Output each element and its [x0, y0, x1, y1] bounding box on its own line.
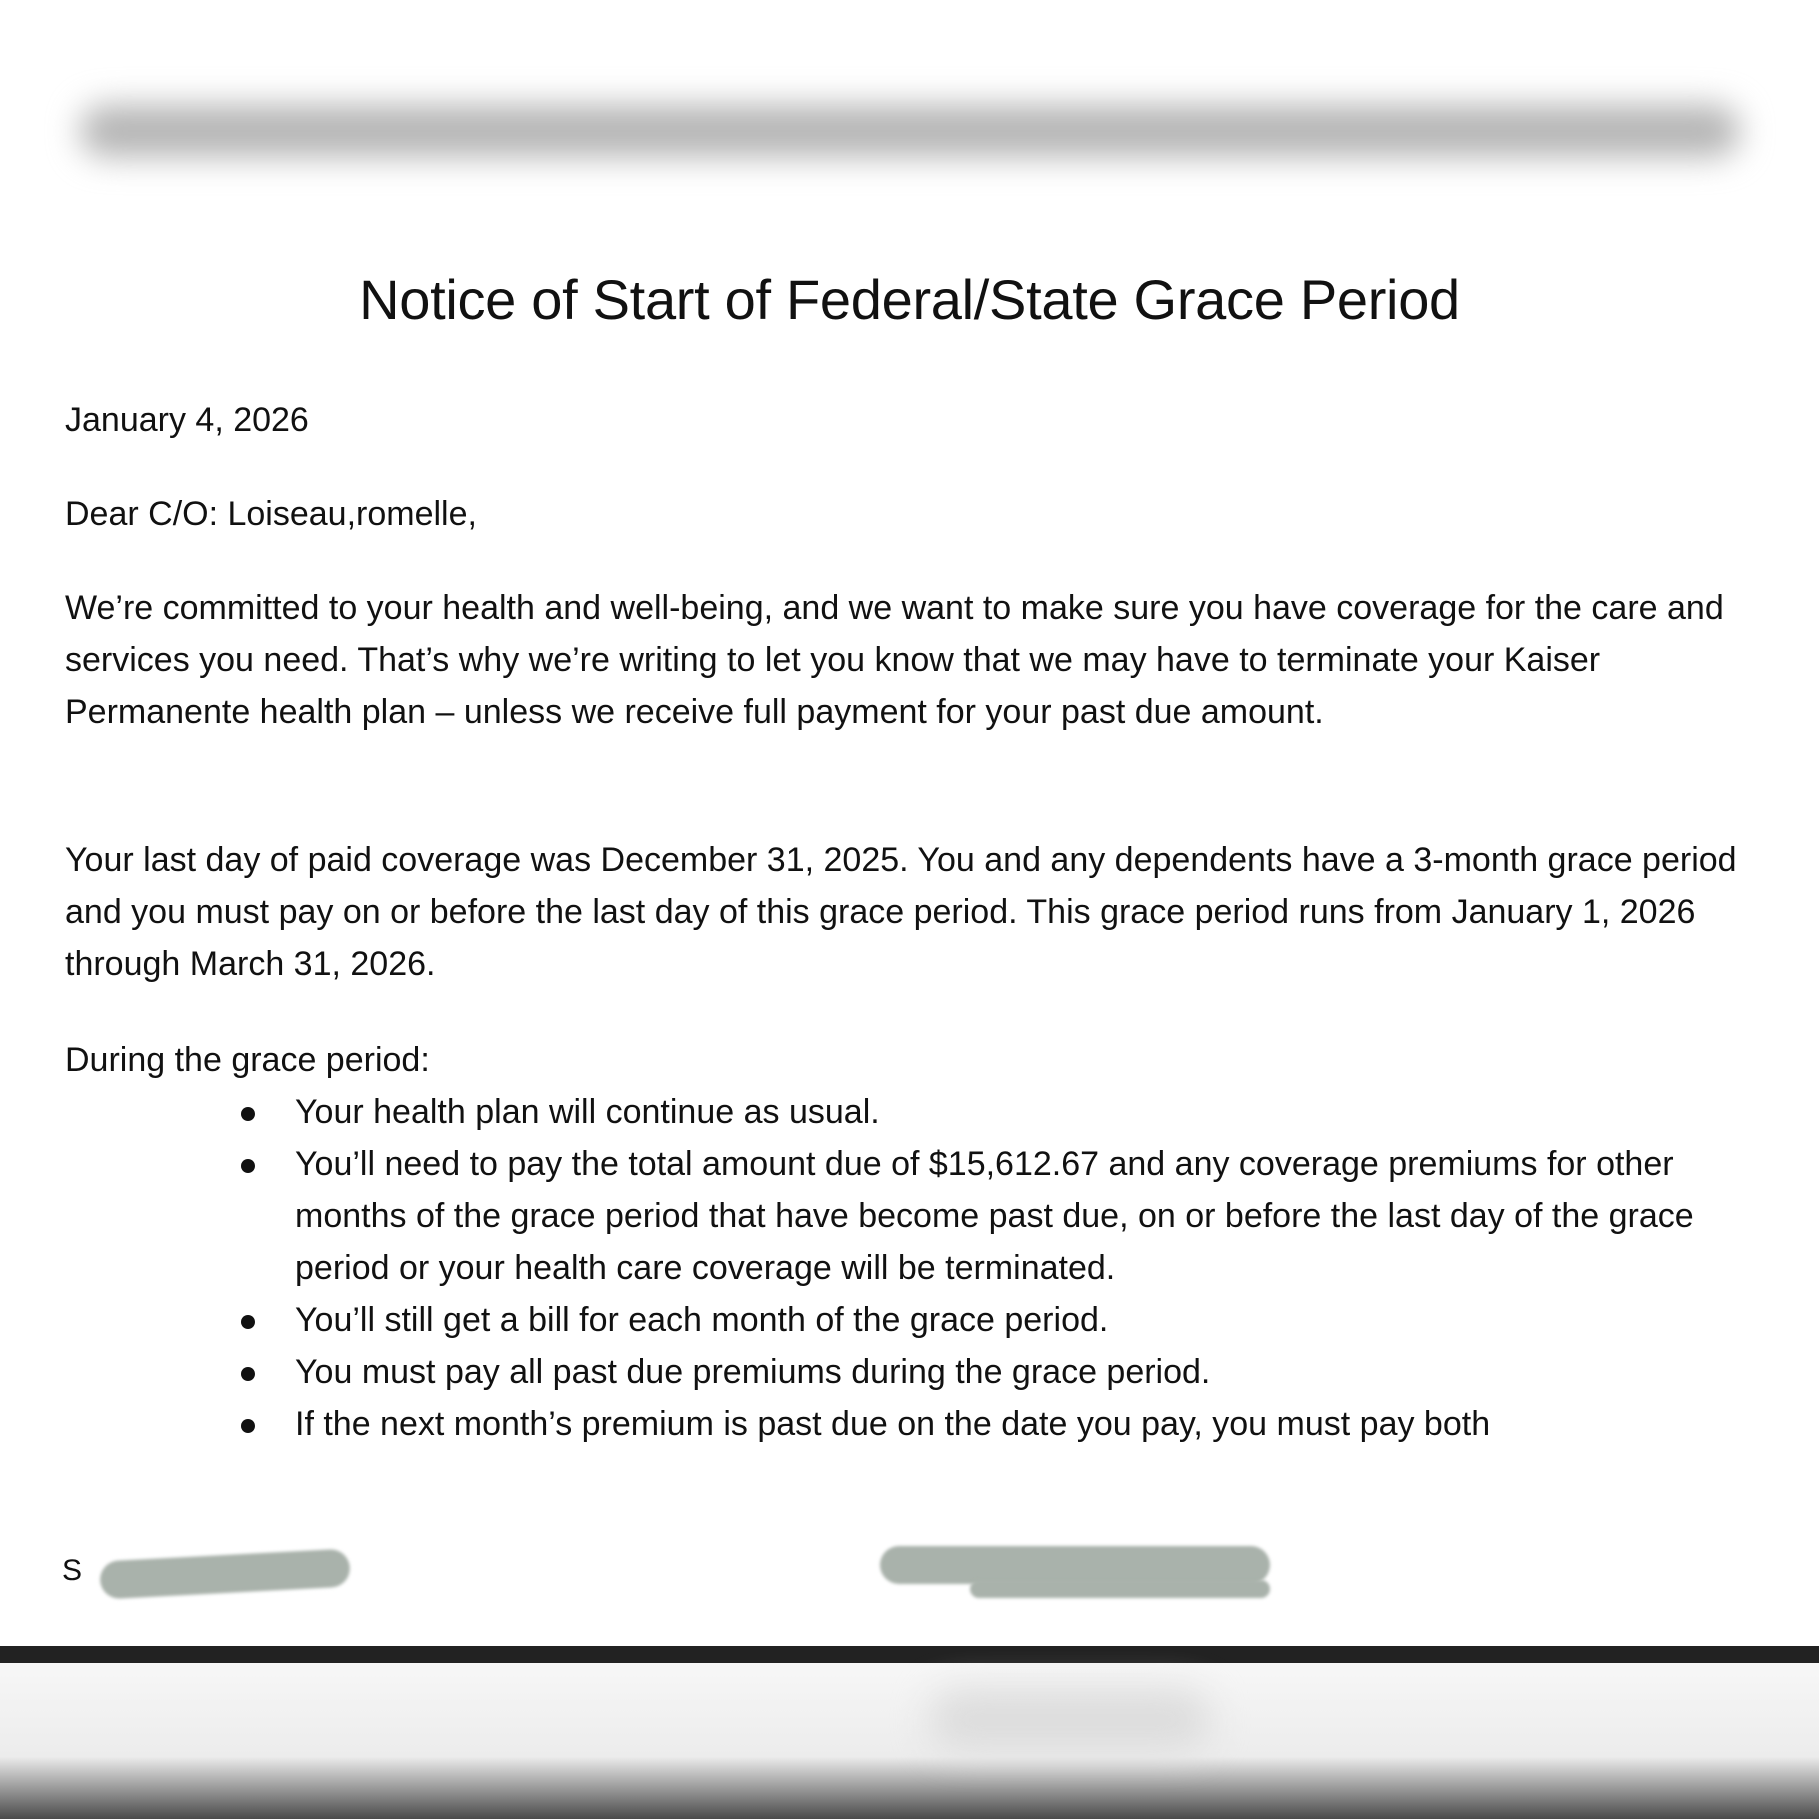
bullet-icon	[241, 1367, 255, 1381]
bullet-icon	[241, 1159, 255, 1173]
grace-period-list	[0, 1086, 1819, 1450]
list-item-text: You’ll still get a bill for each month of the grace period.	[295, 1301, 1109, 1339]
blurred-footer-shape	[930, 1690, 1210, 1750]
list-item	[0, 1346, 1745, 1398]
notice-title: Notice of Start of Federal/State Grace Period	[359, 268, 1460, 331]
coverage-paragraph: Your last day of paid coverage was December 31, 2025. You and any dependents have a 3-month grace period and you must pay on or before the last day of this grace period. This grace period runs from January 1, 2026 through March 31, 2026.	[65, 841, 1737, 983]
redaction-mark	[99, 1548, 351, 1599]
list-item	[0, 1294, 1745, 1346]
page-divider	[0, 1646, 1819, 1663]
list-item-text: You’ll need to pay the total amount due of $15,612.67 and any coverage premiums for other months of the grace period that have become past due, on or before the last day of the grace period or your health care coverage will be terminated.	[295, 1145, 1694, 1287]
list-item	[0, 1398, 1755, 1450]
redaction-mark	[970, 1580, 1270, 1598]
list-item	[0, 1086, 1745, 1138]
list-item-text: Your health plan will continue as usual.	[295, 1093, 880, 1131]
grace-period-heading: During the grace period:	[65, 1041, 430, 1079]
list-item-text: You must pay all past due premiums during the grace period.	[295, 1353, 1211, 1391]
bullet-icon	[241, 1315, 255, 1329]
redaction-mark	[880, 1546, 1270, 1584]
notice-date: January 4, 2026	[65, 401, 309, 439]
list-item	[0, 1138, 1745, 1294]
blurred-footer	[0, 1663, 1819, 1819]
bullet-icon	[241, 1419, 255, 1433]
signature-fragment: S	[62, 1554, 83, 1587]
salutation: Dear C/O: Loiseau,romelle,	[65, 495, 477, 533]
intro-paragraph: We’re committed to your health and well-being, and we want to make sure you have coverage for the care and services you need. That’s why we’re writing to let you know that we may have to terminate your Kaiser Permanente health plan – unless we receive full payment for your past due amount.	[65, 589, 1724, 731]
list-item-text: If the next month’s premium is past due on the date you pay, you must pay both	[295, 1405, 1491, 1443]
bullet-icon	[241, 1107, 255, 1121]
